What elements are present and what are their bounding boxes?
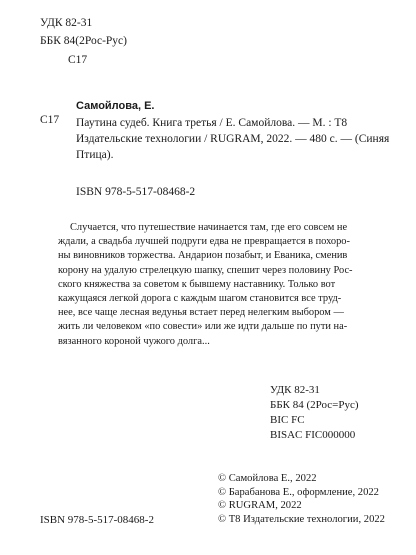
annotation-line: кажущаяся легкой дорога с каждым шагом становится все труд- [58, 293, 342, 305]
author-mark-side: С17 [40, 114, 60, 126]
bbk-code-top: ББК 84(2Рос-Рус) [40, 35, 127, 47]
annotation-line: ского княжества за советом к бывшему наставнику. Только вот [58, 278, 336, 290]
annotation-line: Случается, что путешествие начинается там, где его совсем не [70, 222, 348, 233]
annotation-line: ждали, а свадьба лучшей подруги едва не превращается в похоро- [58, 236, 350, 248]
isbn-top: ISBN 978-5-517-08468-2 [76, 186, 196, 198]
bibliographic-citation [76, 115, 394, 163]
copyright-line: © Т8 Издательские технологии, 2022 [218, 514, 385, 525]
annotation-line: жить ли человеком «по совести» или же идти дальше по пути на- [58, 321, 348, 333]
bisac-code: BISAC FIC000000 [270, 429, 356, 441]
citation-line: Издательские технологии / RUGRAM, 2022. — 480 с. — (Синяя [76, 133, 390, 145]
annotation-paragraph [58, 221, 397, 349]
copyright-line: © Самойлова Е., 2022 [218, 473, 317, 484]
copyright-line: © RUGRAM, 2022 [218, 500, 302, 511]
copyright-line: © Барабанова Е., оформление, 2022 [218, 487, 379, 498]
udk-code-right: УДК 82-31 [270, 384, 320, 396]
udk-code-top: УДК 82-31 [40, 17, 93, 29]
annotation-line: нее, все чаще лесная ведунья встает перед нелегким выбором — [58, 307, 344, 319]
citation-line: Паутина судеб. Книга третья / Е. Самойлова. — М. : Т8 [76, 117, 348, 129]
isbn-bottom: ISBN 978-5-517-08468-2 [40, 514, 154, 526]
annotation-line: вязанного короной чужого долга... [58, 335, 210, 347]
citation-line: Птица). [76, 149, 114, 161]
bbk-code-right: ББК 84 (2Рос=Рус) [270, 399, 359, 411]
author-mark-top: С17 [68, 54, 88, 66]
annotation-line: корону на удалую стрелецкую шапку, спешит через половину Рос- [58, 264, 353, 276]
annotation-line: ны виновников торжества. Андарион позабыт, и Еваника, сменив [58, 250, 348, 262]
bic-code: BIC FC [270, 414, 305, 426]
author-name: Самойлова, Е. [76, 100, 155, 112]
